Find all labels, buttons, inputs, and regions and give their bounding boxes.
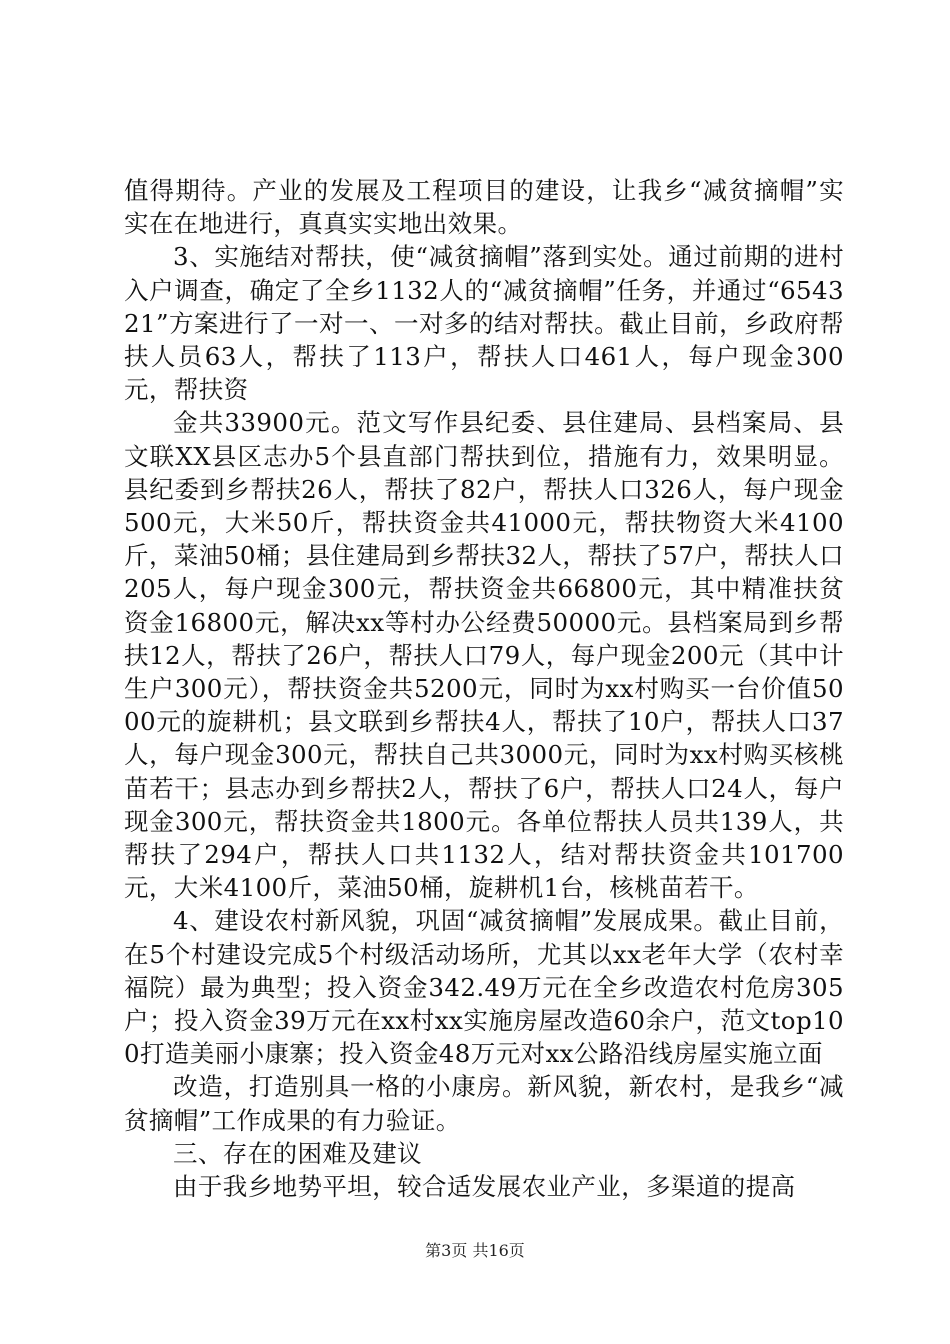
page-footer: 第3页 共16页 xyxy=(425,1241,525,1260)
paragraph: 改造，打造别具一格的小康房。新风貌，新农村，是我乡“减贫摘帽”工作成果的有力验证。 xyxy=(124,1072,844,1135)
paragraph: 金共33900元。范文写作县纪委、县住建局、县档案局、县文联XX县区志办5个县直部门帮扶到位，措施有力，效果明显。县纪委到乡帮扶26人，帮扶了82户，帮扶人口326人，每户现金500元，大米50斤，帮扶资金共41000元，帮扶物资大米4100斤，菜油50桶；县住建局到乡帮扶32人，帮扶了57户，帮扶人口205人，每户现金300元，帮扶资金共66800元，其中精准扶贫资金16800元，解决xx等村办公经费50000元。县档案局到乡帮扶12人，帮扶了26户，帮扶人口79人，每户现金200元（其中计生户300元），帮扶资金共5200元，同时为xx村购买一台价值5000元的旋耕机；县文联到乡帮扶4人，帮扶了10户，帮扶人口37人，每户现金300元，帮扶自己共3000元，同时为xx村购买核桃苗若干；县志办到乡帮扶2人，帮扶了6户，帮扶人口24人，每户现金300元，帮扶资金共1800元。各单位帮扶人员共139人，共帮扶了294户，帮扶人口共1132人，结对帮扶资金共101700元，大米4100斤，菜油50桶，旋耕机1台，核桃苗若干。 xyxy=(124,408,844,903)
paragraph: 3、实施结对帮扶，使“减贫摘帽”落到实处。通过前期的进村入户调查，确定了全乡1132人的“减贫摘帽”任务，并通过“654321”方案进行了一对一、一对多的结对帮扶。截止目前，乡政府帮扶人员63人，帮扶了113户，帮扶人口461人，每户现金300元，帮扶资 xyxy=(124,242,844,405)
section-heading: 三、存在的困难及建议 xyxy=(173,1138,422,1168)
document-body xyxy=(124,174,844,1203)
paragraph: 由于我乡地势平坦，较合适发展农业产业，多渠道的提高 xyxy=(173,1172,796,1202)
paragraph: 4、建设农村新风貌，巩固“减贫摘帽”发展成果。截止目前，在5个村建设完成5个村级活动场所，尤其以xx老年大学（农村幸福院）最为典型；投入资金342.49万元在全乡改造农村危房305户；投入资金39万元在xx村xx实施房屋改造60余户，范文top100打造美丽小康寨；投入资金48万元对xx公路沿线房屋实施立面 xyxy=(124,906,844,1069)
paragraph: 值得期待。产业的发展及工程项目的建设，让我乡“减贫摘帽”实实在在地进行，真真实实地出效果。 xyxy=(124,176,844,239)
